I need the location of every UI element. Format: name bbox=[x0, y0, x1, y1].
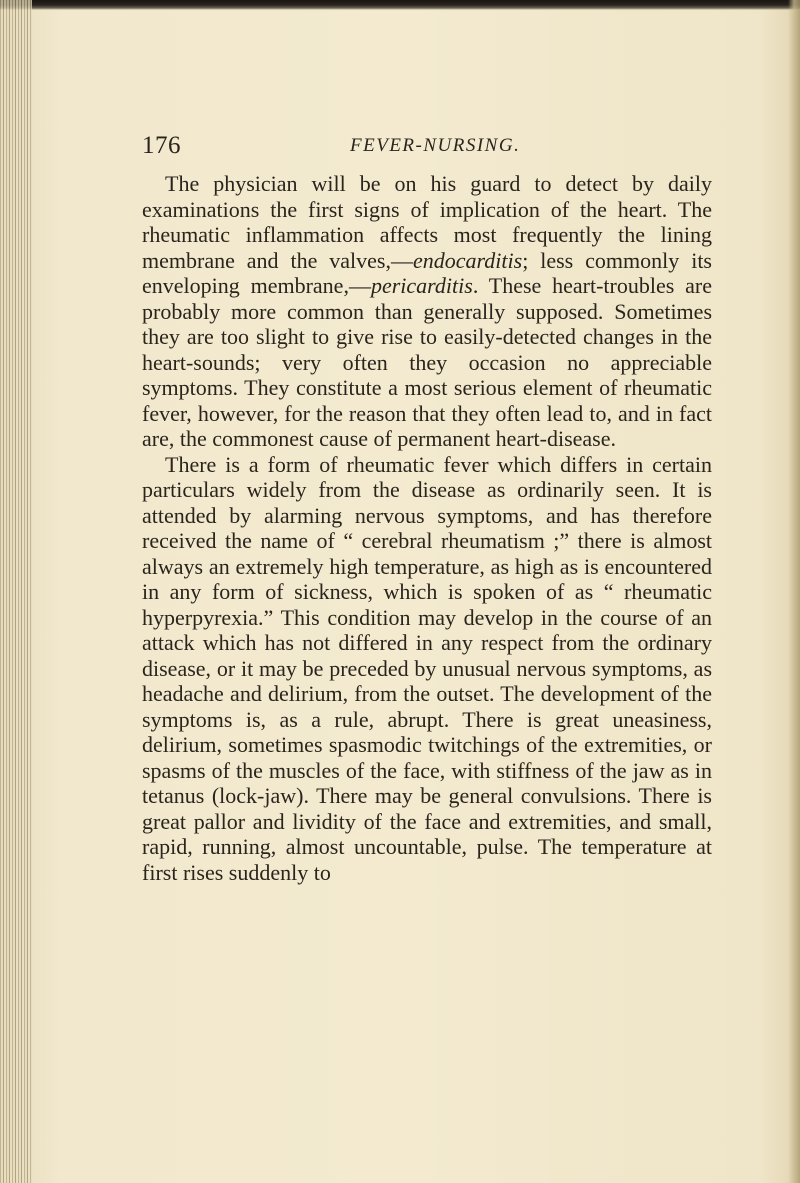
paragraph-1 bbox=[142, 171, 712, 452]
paragraph-2: There is a form of rheumatic fever which differs in certain particulars widely from the disease as ordinarily seen. It is attended by alarming nervous symptoms, and has therefore received the name of “ cerebral rheumatism ;” there is almost always an extremely high temperature, as high as is encountered in any form of sickness, which is spoken of as “ rheumatic hyperpyrexia.” This condition may develop in the course of an attack which has not differed in any respect from the ordinary disease, or it may be preceded by unusual nervous symptoms, as headache and delirium, from the outset. The development of the symptoms is, as a rule, abrupt. There is great uneasiness, delirium, sometimes spasmodic twitchings of the extremities, or spasms of the muscles of the face, with stiffness of the jaw as in tetanus (lock-jaw). There may be general convulsions. There is great pallor and lividity of the face and extremities, and small, rapid, running, almost uncountable, pulse. The temperature at first rises suddenly to bbox=[142, 451, 712, 885]
term-endocarditis: endocarditis bbox=[413, 247, 523, 273]
page-header bbox=[142, 132, 742, 162]
body-text bbox=[142, 171, 712, 885]
term-pericarditis: pericarditis bbox=[370, 273, 473, 298]
running-title: FEVER-NURSING. bbox=[350, 135, 521, 156]
page-number: 176 bbox=[142, 132, 181, 159]
paragraph-1-part-2: ; less commonly its enveloping membrane,— bbox=[142, 247, 712, 298]
scan-top-edge bbox=[0, 0, 800, 10]
paragraph-1-part-1: The physician will be on his guard to detect by daily examinations the first signs of implication of the heart. The rheumatic inflammation affects most frequently the lining membrane and the valves,— bbox=[142, 171, 712, 273]
page-right-edge bbox=[788, 0, 800, 1183]
paragraph-1-part-3: . These heart-troubles are probably more common than generally supposed. Sometimes they are too slight to give rise to easily-detected changes in the heart-sounds; very often they occasion no appreciable symptoms. They constitute a most serious element of rheumatic fever, however, for the reason that they often lead to, and in fact are, the commonest cause of permanent heart-disease. bbox=[142, 273, 712, 451]
book-spine-edge bbox=[0, 0, 32, 1183]
